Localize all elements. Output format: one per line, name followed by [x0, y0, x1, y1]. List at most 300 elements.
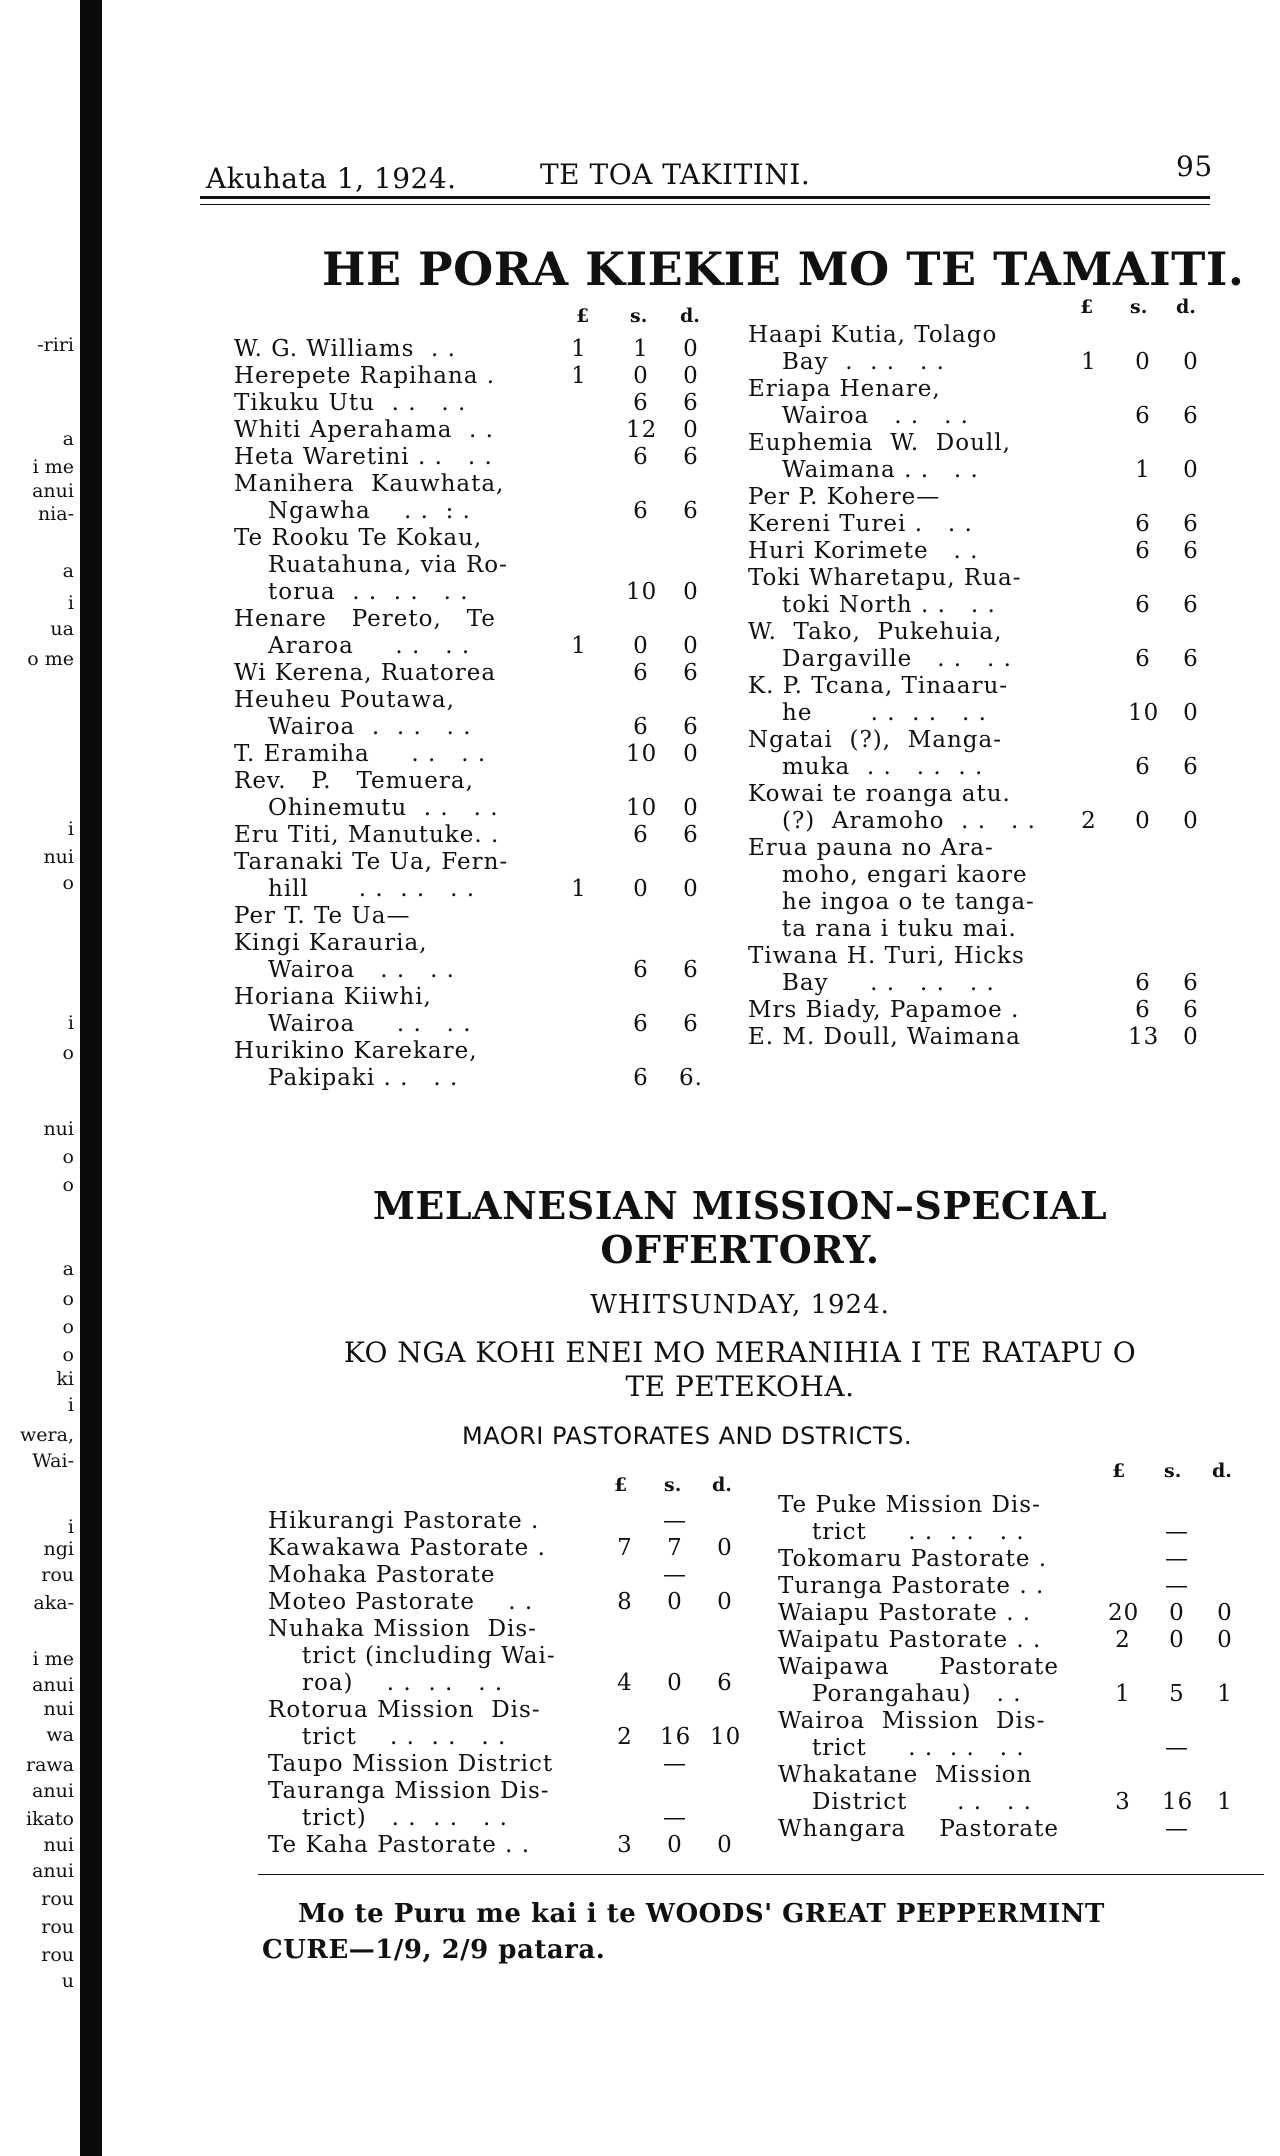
ledger-entry — [748, 511, 1218, 538]
entry-name: Kawakawa Pastorate . — [268, 1535, 546, 1561]
bleed-text-fragment: a — [62, 428, 74, 450]
entry-name: Kereni Turei . . . — [748, 511, 973, 537]
entry-name-continued: trict . . . . . . — [812, 1735, 1025, 1761]
entry-name: Per T. Te Ua— — [234, 903, 411, 929]
entry-name-continued: Wairoa . . . . — [782, 403, 969, 429]
bleed-text-fragment: i — [67, 592, 74, 614]
section2-subtitle: WHITSUNDAY, 1924. — [590, 1290, 890, 1320]
pence-value: 6 — [1183, 538, 1199, 564]
page-number: 95 — [1176, 150, 1213, 183]
entry-name: W. Tako, Pukehuia, — [748, 619, 1003, 645]
bleed-text-fragment: o — [62, 872, 74, 894]
bleed-text-fragment: i — [67, 1516, 74, 1538]
entry-name: Eriapa Henare, — [748, 376, 941, 402]
ledger-entry — [778, 1762, 1248, 1816]
bleed-text-fragment: anui — [32, 480, 74, 502]
entry-name-continued: (?) Aramoho . . . . — [782, 808, 1036, 834]
bleed-text-fragment: anui — [32, 1860, 74, 1882]
pounds-value: 8 — [617, 1589, 633, 1615]
entry-name: Tokomaru Pastorate . — [778, 1546, 1048, 1572]
pence-value: 6 — [1183, 970, 1199, 996]
ledger-entry — [234, 822, 714, 849]
bleed-text-fragment: o — [62, 1344, 74, 1366]
shillings-value: 6 — [633, 714, 649, 740]
ledger-entry — [234, 1038, 714, 1092]
pence-value: 6 — [683, 390, 699, 416]
pence-value: 6 — [1183, 754, 1199, 780]
section2-title-line-1: MELANESIAN MISSION–SPECIAL — [372, 1183, 1108, 1228]
shillings-value: 1 — [633, 336, 649, 362]
ledger-entry — [234, 525, 714, 606]
bleed-text-fragment: nui — [43, 1834, 74, 1856]
ledger-entry — [268, 1832, 748, 1859]
s1-right-pounds-header: £ — [1080, 296, 1094, 318]
bleed-text-fragment: a — [62, 560, 74, 582]
pence-value: 0 — [717, 1589, 733, 1615]
pounds-value: 1 — [571, 633, 587, 659]
shillings-value: 13 — [1128, 1024, 1160, 1050]
ledger-entry — [748, 781, 1218, 835]
entry-name-continued: muka . . . . . . — [782, 754, 984, 780]
entry-name: Eru Titi, Manutuke. . — [234, 822, 500, 848]
pence-value: 0 — [1183, 808, 1199, 834]
entry-name: Heta Waretini . . . . — [234, 444, 493, 470]
shillings-value: 16 — [660, 1724, 692, 1750]
entry-name-continued: Araroa . . . . — [268, 633, 471, 659]
entry-name-continued: Porangahau) . . — [812, 1681, 1022, 1707]
shillings-value: 6 — [633, 1065, 649, 1091]
section2-heading-line-2: TE PETEKOHA. — [625, 1370, 855, 1403]
shillings-value: 6 — [633, 1011, 649, 1037]
shillings-value: 0 — [667, 1670, 683, 1696]
s1-left-pence-header: d. — [680, 305, 700, 327]
section1-right-list — [748, 322, 1218, 1082]
shillings-value: — — [663, 1805, 687, 1831]
entry-name: Whangara Pastorate — [778, 1816, 1059, 1842]
entry-name: Per P. Kohere— — [748, 484, 941, 510]
pounds-value: 7 — [617, 1535, 633, 1561]
shillings-value: 12 — [626, 417, 658, 443]
ledger-entry — [234, 606, 714, 660]
header-rule — [200, 196, 1210, 199]
pence-value: 0 — [683, 633, 699, 659]
advert — [262, 1896, 1262, 1968]
section2-subheading: MAORI PASTORATES AND DSTRICTS. — [462, 1422, 912, 1450]
ledger-entry — [268, 1778, 748, 1832]
shillings-value: 10 — [1128, 700, 1160, 726]
section2-heading — [230, 1336, 1250, 1404]
bleed-text-fragment: i — [67, 1012, 74, 1034]
shillings-value: 6 — [633, 390, 649, 416]
shillings-value: 0 — [1169, 1627, 1185, 1653]
entry-name: Manihera Kauwhata, — [234, 471, 505, 497]
bleed-text-fragment: i — [67, 818, 74, 840]
pence-value: 6. — [679, 1065, 703, 1091]
pence-value: 1 — [1217, 1681, 1233, 1707]
pence-value: 6 — [683, 444, 699, 470]
ledger-entry — [234, 768, 714, 822]
shillings-value: 0 — [633, 363, 649, 389]
ledger-entry — [234, 660, 714, 687]
ledger-entry — [234, 849, 714, 903]
bleed-text-fragment: i me — [32, 456, 74, 478]
shillings-value: — — [1165, 1816, 1189, 1842]
pence-value: 10 — [710, 1724, 742, 1750]
bleed-text-fragment: rou — [41, 1888, 74, 1910]
pounds-value: 1 — [571, 876, 587, 902]
ledger-entry — [748, 565, 1218, 619]
pence-value: 0 — [1217, 1600, 1233, 1626]
pounds-value: 20 — [1108, 1600, 1140, 1626]
entry-name: Hikurangi Pastorate . — [268, 1508, 540, 1534]
shillings-value: — — [1165, 1573, 1189, 1599]
entry-name-continued: hill . . . . . . — [268, 876, 476, 902]
ledger-entry — [748, 484, 1218, 511]
entry-name-continued: torua . . . . . . — [268, 579, 469, 605]
entry-name-continued: District . . . . — [812, 1789, 1032, 1815]
shillings-value: 16 — [1162, 1789, 1194, 1815]
section2-left-list — [268, 1508, 748, 1868]
shillings-value: 6 — [1135, 646, 1151, 672]
entry-name: E. M. Doull, Waimana — [748, 1024, 1021, 1050]
entry-name: Euphemia W. Doull, — [748, 430, 1011, 456]
entry-name: Mohaka Pastorate — [268, 1562, 496, 1588]
entry-name-continued: Waimana . . . . — [782, 457, 979, 483]
ledger-entry — [748, 1024, 1218, 1051]
bleed-text-fragment: ki — [56, 1368, 74, 1390]
bleed-text-fragment: a — [62, 1258, 74, 1280]
pounds-value: 2 — [617, 1724, 633, 1750]
ledger-entry — [268, 1535, 748, 1562]
s2-right-pounds-header: £ — [1112, 1460, 1126, 1482]
ledger-entry — [234, 984, 714, 1038]
pence-value: 0 — [683, 741, 699, 767]
pounds-value: 1 — [571, 336, 587, 362]
ledger-entry — [234, 363, 714, 390]
shillings-value: 1 — [1135, 457, 1151, 483]
ledger-entry — [234, 687, 714, 741]
entry-name: Te Kaha Pastorate . . — [268, 1832, 531, 1858]
shillings-value: — — [663, 1508, 687, 1534]
ledger-entry — [234, 741, 714, 768]
section2-title — [250, 1184, 1230, 1272]
ledger-entry — [778, 1600, 1248, 1627]
entry-name: Tiwana H. Turi, Hicks — [748, 943, 1025, 969]
pence-value: 1 — [1217, 1789, 1233, 1815]
ledger-entry — [748, 727, 1218, 781]
bleed-text-fragment: o — [62, 1042, 74, 1064]
pounds-value: 1 — [1115, 1681, 1131, 1707]
entry-name: Haapi Kutia, Tolago — [748, 322, 998, 348]
shillings-value: 0 — [633, 633, 649, 659]
entry-name: Whiti Aperahama . . — [234, 417, 494, 443]
bleed-text-fragment: wera, — [20, 1424, 74, 1446]
pence-value: 0 — [683, 579, 699, 605]
shillings-value: 0 — [1169, 1600, 1185, 1626]
ledger-entry — [268, 1616, 748, 1697]
pence-value: 0 — [683, 363, 699, 389]
section1-title: HE PORA KIEKIE MO TE TAMAITI. — [322, 242, 1245, 296]
ledger-entry — [748, 619, 1218, 673]
bleed-text-fragment: ngi — [43, 1538, 74, 1560]
entry-name-continued: Dargaville . . . . — [782, 646, 1012, 672]
entry-name: Taupo Mission District — [268, 1751, 554, 1777]
pence-value: 6 — [1183, 997, 1199, 1023]
entry-name: Waipawa Pastorate — [778, 1654, 1060, 1680]
bleed-text-fragment: rou — [41, 1916, 74, 1938]
bleed-text-fragment: wa — [46, 1724, 74, 1746]
pence-value: 6 — [683, 822, 699, 848]
shillings-value: 7 — [667, 1535, 683, 1561]
ledger-entry — [748, 538, 1218, 565]
pounds-value: 2 — [1081, 808, 1097, 834]
shillings-value: 6 — [633, 957, 649, 983]
bleed-text-fragment: aka- — [33, 1592, 74, 1614]
entry-name: Wairoa Mission Dis- — [778, 1708, 1046, 1734]
entry-name: Tauranga Mission Dis- — [268, 1778, 550, 1804]
ledger-entry — [268, 1751, 748, 1778]
advert-line-2: CURE—1/9, 2/9 patara. — [262, 1935, 606, 1965]
bleed-text-fragment: rou — [41, 1564, 74, 1586]
pence-value: 6 — [1183, 511, 1199, 537]
pence-value: 0 — [1183, 1024, 1199, 1050]
pounds-value: 4 — [617, 1670, 633, 1696]
entry-name: Taranaki Te Ua, Fern- — [234, 849, 509, 875]
s2-right-pence-header: d. — [1212, 1460, 1232, 1482]
shillings-value: 6 — [1135, 403, 1151, 429]
entry-name: Waipatu Pastorate . . — [778, 1627, 1042, 1653]
bleed-text-fragment: o me — [27, 648, 74, 670]
ledger-entry — [748, 322, 1218, 376]
entry-name: Moteo Pastorate . . — [268, 1589, 534, 1615]
pounds-value: 1 — [571, 363, 587, 389]
entry-name-continued: ta rana i tuku mai. — [782, 916, 1017, 942]
s1-right-pence-header: d. — [1176, 296, 1196, 318]
ledger-entry — [234, 336, 714, 363]
bleed-text-fragment: i me — [32, 1648, 74, 1670]
ledger-entry — [234, 444, 714, 471]
pence-value: 0 — [1183, 457, 1199, 483]
entry-name-continued: Ngawha . . : . — [268, 498, 471, 524]
bleed-text-fragment: ikato — [26, 1808, 74, 1830]
entry-name: Hurikino Karekare, — [234, 1038, 478, 1064]
bleed-text-fragment: o — [62, 1288, 74, 1310]
entry-name: Kingi Karauria, — [234, 930, 428, 956]
pence-value: 6 — [683, 498, 699, 524]
entry-name: Rev. P. Temuera, — [234, 768, 474, 794]
s1-left-pounds-header: £ — [576, 305, 590, 327]
bleed-text-fragment: nui — [43, 1698, 74, 1720]
binding-spine — [80, 0, 102, 2156]
entry-name: Huri Korimete . . — [748, 538, 979, 564]
ledger-entry — [778, 1546, 1248, 1573]
pence-value: 0 — [717, 1832, 733, 1858]
shillings-value: 0 — [1135, 808, 1151, 834]
entry-name-continued: Wairoa . . . . . — [268, 714, 472, 740]
entry-name-continued: Wairoa . . . . — [268, 1011, 472, 1037]
entry-name-continued: Wairoa . . . . — [268, 957, 455, 983]
pence-value: 0 — [683, 876, 699, 902]
header-date: Akuhata 1, 1924. — [206, 162, 457, 195]
bleed-text-fragment: nui — [43, 1118, 74, 1140]
entry-name-continued: Ruatahuna, via Ro- — [268, 552, 508, 578]
bleed-text-fragment: rou — [41, 1944, 74, 1966]
bleed-text-fragment: nui — [43, 846, 74, 868]
section2-right-list — [778, 1492, 1248, 1852]
ledger-entry — [778, 1654, 1248, 1708]
entry-name-continued: trict) . . . . . . — [302, 1805, 508, 1831]
ledger-entry — [778, 1492, 1248, 1546]
bleed-text-fragment: o — [62, 1174, 74, 1196]
pence-value: 6 — [683, 660, 699, 686]
shillings-value: 6 — [633, 498, 649, 524]
pence-value: 0 — [683, 336, 699, 362]
pence-value: 6 — [1183, 592, 1199, 618]
ledger-entry — [748, 997, 1218, 1024]
pence-value: 6 — [1183, 646, 1199, 672]
shillings-value: 6 — [633, 822, 649, 848]
pounds-value: 2 — [1115, 1627, 1131, 1653]
facing-page-margin-text — [0, 0, 78, 2156]
entry-name: Ngatai (?), Manga- — [748, 727, 1002, 753]
ledger-entry — [778, 1627, 1248, 1654]
pence-value: 6 — [683, 714, 699, 740]
header-rule-thin — [200, 204, 1210, 205]
s2-left-shillings-header: s. — [664, 1474, 682, 1496]
entry-name: W. G. Williams . . — [234, 336, 456, 362]
header-publication: TE TOA TAKITINI. — [540, 158, 811, 191]
shillings-value: 0 — [633, 876, 649, 902]
ledger-entry — [234, 930, 714, 984]
entry-name-continued: roa) . . . . . . — [302, 1670, 504, 1696]
entry-name: T. Eramiha . . . . — [234, 741, 487, 767]
shillings-value: 6 — [1135, 538, 1151, 564]
ledger-entry — [778, 1708, 1248, 1762]
ledger-entry — [748, 835, 1218, 943]
shillings-value: 6 — [1135, 970, 1151, 996]
pence-value: 0 — [1183, 349, 1199, 375]
bleed-text-fragment: i — [67, 1394, 74, 1416]
shillings-value: 10 — [626, 795, 658, 821]
bleed-text-fragment: anui — [32, 1674, 74, 1696]
shillings-value: — — [1165, 1546, 1189, 1572]
shillings-value: 0 — [667, 1589, 683, 1615]
bleed-text-fragment: nia- — [37, 503, 74, 525]
entry-name: Kowai te roanga atu. — [748, 781, 1011, 807]
pence-value: 0 — [683, 795, 699, 821]
pounds-value: 1 — [1081, 349, 1097, 375]
pence-value: 0 — [717, 1535, 733, 1561]
entry-name: Tikuku Utu . . . . — [234, 390, 467, 416]
shillings-value: 0 — [1135, 349, 1151, 375]
pounds-value: 3 — [1115, 1789, 1131, 1815]
shillings-value: 0 — [667, 1832, 683, 1858]
entry-name: Whakatane Mission — [778, 1762, 1033, 1788]
ledger-entry — [234, 390, 714, 417]
ledger-entry — [268, 1589, 748, 1616]
ledger-entry — [234, 417, 714, 444]
shillings-value: — — [1165, 1735, 1189, 1761]
entry-name: Toki Wharetapu, Rua- — [748, 565, 1022, 591]
section2-title-line-2: OFFERTORY. — [600, 1227, 880, 1272]
ledger-entry — [234, 471, 714, 525]
entry-name-continued: Bay . . . . . — [782, 349, 945, 375]
entry-name-continued: Ohinemutu . . . . — [268, 795, 499, 821]
entry-name: Turanga Pastorate . . — [778, 1573, 1045, 1599]
bleed-text-fragment: o — [62, 1316, 74, 1338]
shillings-value: 6 — [1135, 592, 1151, 618]
entry-name: Nuhaka Mission Dis- — [268, 1616, 537, 1642]
entry-name: Herepete Rapihana . — [234, 363, 496, 389]
bleed-text-fragment: u — [61, 1970, 74, 1992]
ledger-entry — [778, 1573, 1248, 1600]
advert-line-1: Mo te Puru me kai i te WOODS' GREAT PEPPERMINT — [298, 1899, 1105, 1929]
ledger-entry — [268, 1562, 748, 1589]
pence-value: 0 — [1217, 1627, 1233, 1653]
shillings-value: — — [1165, 1519, 1189, 1545]
entry-name-continued: trict . . . . . . — [812, 1519, 1025, 1545]
shillings-value: — — [663, 1751, 687, 1777]
entry-name: Horiana Kiiwhi, — [234, 984, 432, 1010]
s1-left-shillings-header: s. — [630, 305, 648, 327]
entry-name: K. P. Tcana, Tinaaru- — [748, 673, 1009, 699]
pence-value: 0 — [683, 417, 699, 443]
shillings-value: 6 — [633, 444, 649, 470]
ledger-entry — [778, 1816, 1248, 1843]
shillings-value: 5 — [1169, 1681, 1185, 1707]
entry-name: Te Rooku Te Kokau, — [234, 525, 483, 551]
entry-name-continued: Bay . . . . . . — [782, 970, 995, 996]
s1-right-shillings-header: s. — [1130, 296, 1148, 318]
entry-name: Te Puke Mission Dis- — [778, 1492, 1041, 1518]
entry-name-continued: trict (including Wai- — [302, 1643, 556, 1669]
pence-value: 6 — [1183, 403, 1199, 429]
pence-value: 6 — [717, 1670, 733, 1696]
bleed-text-fragment: rawa — [25, 1754, 74, 1776]
entry-name-continued: he . . . . . . — [782, 700, 987, 726]
entry-name-continued: trict . . . . . . — [302, 1724, 507, 1750]
shillings-value: 10 — [626, 579, 658, 605]
ledger-entry — [748, 943, 1218, 997]
entry-name: Henare Pereto, Te — [234, 606, 496, 632]
ledger-entry — [748, 376, 1218, 430]
entry-name: Erua pauna no Ara- — [748, 835, 994, 861]
ledger-entry — [748, 673, 1218, 727]
shillings-value: — — [663, 1562, 687, 1588]
entry-name: Mrs Biady, Papamoe . — [748, 997, 1020, 1023]
s2-left-pence-header: d. — [712, 1474, 732, 1496]
ledger-entry — [234, 903, 714, 930]
ledger-entry — [748, 430, 1218, 484]
ledger-entry — [268, 1697, 748, 1751]
advert-rule — [258, 1874, 1264, 1875]
entry-name: Wi Kerena, Ruatorea — [234, 660, 497, 686]
bleed-text-fragment: o — [62, 1146, 74, 1168]
entry-name: Heuheu Poutawa, — [234, 687, 455, 713]
s2-right-shillings-header: s. — [1164, 1460, 1182, 1482]
entry-name-continued: Pakipaki . . . . — [268, 1065, 459, 1091]
entry-name: Waiapu Pastorate . . — [778, 1600, 1032, 1626]
pounds-value: 3 — [617, 1832, 633, 1858]
bleed-text-fragment: Wai- — [32, 1450, 74, 1472]
s2-left-pounds-header: £ — [614, 1474, 628, 1496]
entry-name-continued: moho, engari kaore — [782, 862, 1028, 888]
section2-heading-line-1: KO NGA KOHI ENEI MO MERANIHIA I TE RATAPU O — [343, 1336, 1137, 1369]
ledger-entry — [268, 1508, 748, 1535]
bleed-text-fragment: ua — [50, 618, 74, 640]
shillings-value: 6 — [1135, 511, 1151, 537]
shillings-value: 6 — [1135, 754, 1151, 780]
